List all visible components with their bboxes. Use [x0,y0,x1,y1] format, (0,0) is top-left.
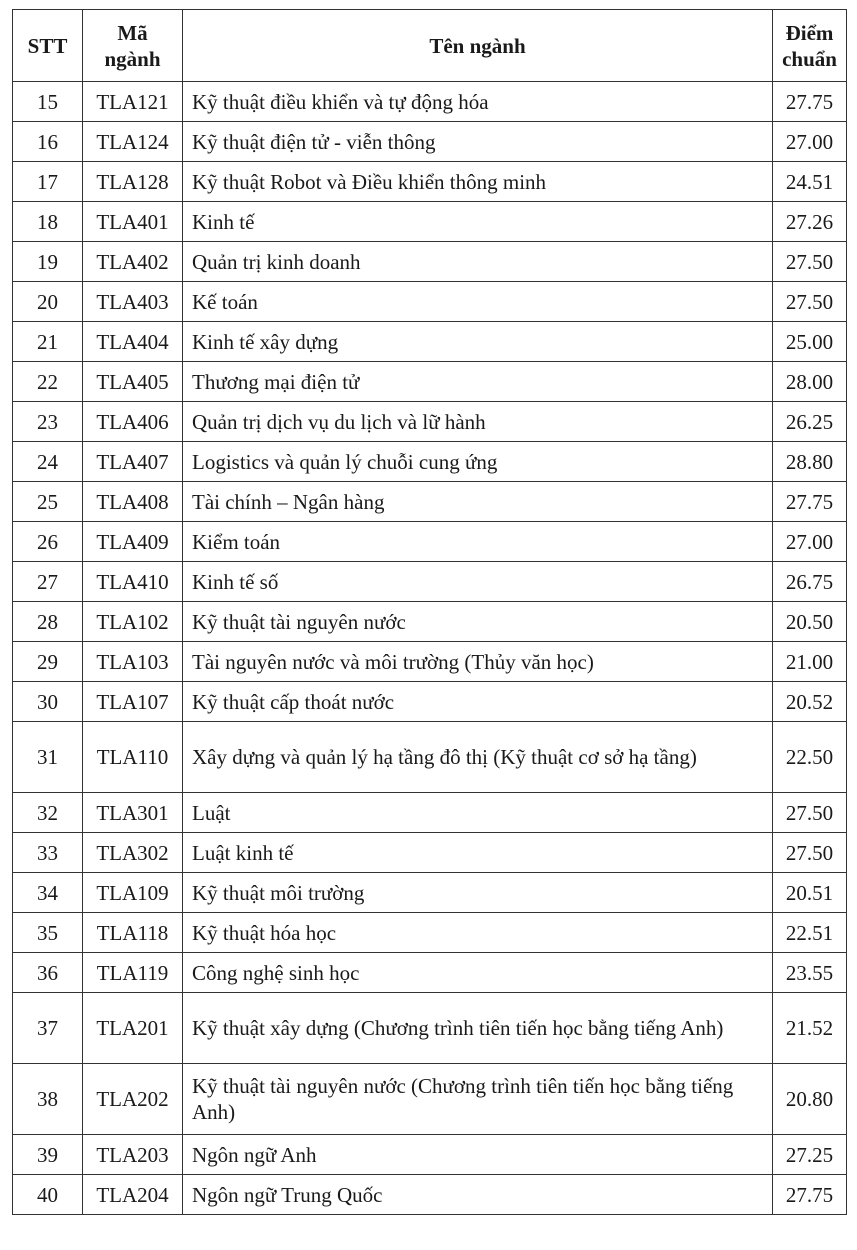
row-stt: 26 [13,522,83,562]
table-row [13,1175,847,1215]
row-major-code: TLA109 [83,873,183,913]
row-score: 27.50 [773,242,847,282]
row-score: 20.80 [773,1064,847,1135]
row-major-code: TLA103 [83,642,183,682]
row-major-name: Kỹ thuật điều khiển và tự động hóa [183,82,773,122]
row-major-code: TLA302 [83,833,183,873]
row-major-name: Kỹ thuật tài nguyên nước [183,602,773,642]
table-row [13,162,847,202]
row-score: 21.52 [773,993,847,1064]
row-stt: 23 [13,402,83,442]
row-major-name: Kỹ thuật cấp thoát nước [183,682,773,722]
row-major-name: Tài chính – Ngân hàng [183,482,773,522]
row-stt: 39 [13,1135,83,1175]
row-score: 20.52 [773,682,847,722]
row-major-name: Quản trị dịch vụ du lịch và lữ hành [183,402,773,442]
row-stt: 34 [13,873,83,913]
row-score: 20.51 [773,873,847,913]
row-major-code: TLA402 [83,242,183,282]
row-major-name: Kỹ thuật điện tử - viễn thông [183,122,773,162]
row-major-name: Luật kinh tế [183,833,773,873]
row-score: 27.75 [773,82,847,122]
row-major-code: TLA407 [83,442,183,482]
row-major-name: Tài nguyên nước và môi trường (Thủy văn học) [183,642,773,682]
table-row [13,913,847,953]
table-row [13,722,847,793]
row-stt: 29 [13,642,83,682]
row-stt: 35 [13,913,83,953]
row-major-code: TLA202 [83,1064,183,1135]
row-score: 27.00 [773,122,847,162]
row-stt: 22 [13,362,83,402]
row-score: 24.51 [773,162,847,202]
table-row [13,1135,847,1175]
header-row [13,10,847,82]
row-score: 28.00 [773,362,847,402]
row-score: 25.00 [773,322,847,362]
row-stt: 18 [13,202,83,242]
row-major-code: TLA203 [83,1135,183,1175]
table-row [13,1064,847,1135]
row-stt: 32 [13,793,83,833]
header-stt: STT [13,10,83,82]
table-row [13,682,847,722]
table-row [13,953,847,993]
row-stt: 15 [13,82,83,122]
row-major-code: TLA201 [83,993,183,1064]
table-row [13,873,847,913]
table-row [13,642,847,682]
row-major-name: Kinh tế [183,202,773,242]
row-stt: 28 [13,602,83,642]
row-stt: 21 [13,322,83,362]
row-stt: 37 [13,993,83,1064]
row-major-code: TLA409 [83,522,183,562]
row-score: 27.25 [773,1135,847,1175]
row-stt: 38 [13,1064,83,1135]
table-row [13,122,847,162]
row-major-code: TLA404 [83,322,183,362]
table-row [13,82,847,122]
table-row [13,602,847,642]
admission-scores-table [12,9,847,1215]
row-score: 27.26 [773,202,847,242]
row-score: 27.50 [773,793,847,833]
row-major-code: TLA204 [83,1175,183,1215]
row-score: 27.50 [773,833,847,873]
row-major-code: TLA118 [83,913,183,953]
row-major-name: Luật [183,793,773,833]
row-major-code: TLA410 [83,562,183,602]
row-major-code: TLA301 [83,793,183,833]
row-stt: 36 [13,953,83,993]
row-score: 21.00 [773,642,847,682]
row-major-code: TLA406 [83,402,183,442]
row-stt: 19 [13,242,83,282]
row-major-code: TLA405 [83,362,183,402]
row-major-code: TLA401 [83,202,183,242]
row-major-name: Xây dựng và quản lý hạ tầng đô thị (Kỹ thuật cơ sở hạ tầng) [183,722,773,793]
row-stt: 27 [13,562,83,602]
table-row [13,993,847,1064]
row-score: 22.50 [773,722,847,793]
row-major-name: Quản trị kinh doanh [183,242,773,282]
row-major-code: TLA403 [83,282,183,322]
row-score: 20.50 [773,602,847,642]
row-major-name: Kỹ thuật xây dựng (Chương trình tiên tiến học bằng tiếng Anh) [183,993,773,1064]
table-row [13,482,847,522]
row-major-name: Kỹ thuật môi trường [183,873,773,913]
row-major-name: Logistics và quản lý chuỗi cung ứng [183,442,773,482]
row-major-name: Kỹ thuật hóa học [183,913,773,953]
row-major-name: Kinh tế số [183,562,773,602]
row-stt: 20 [13,282,83,322]
row-score: 27.75 [773,482,847,522]
table-row [13,322,847,362]
row-major-name: Kỹ thuật tài nguyên nước (Chương trình tiên tiến học bằng tiếng Anh) [183,1064,773,1135]
header-major-code: Mã ngành [83,10,183,82]
table-row [13,242,847,282]
row-score: 27.50 [773,282,847,322]
row-major-name: Kế toán [183,282,773,322]
row-major-name: Kinh tế xây dựng [183,322,773,362]
row-major-name: Ngôn ngữ Trung Quốc [183,1175,773,1215]
row-major-name: Thương mại điện tử [183,362,773,402]
row-major-code: TLA110 [83,722,183,793]
table-row [13,282,847,322]
table-row [13,793,847,833]
row-stt: 40 [13,1175,83,1215]
table-row [13,562,847,602]
table-row [13,522,847,562]
row-stt: 16 [13,122,83,162]
row-score: 27.00 [773,522,847,562]
row-stt: 24 [13,442,83,482]
row-score: 26.75 [773,562,847,602]
table-row [13,442,847,482]
row-major-code: TLA128 [83,162,183,202]
row-stt: 30 [13,682,83,722]
row-major-code: TLA408 [83,482,183,522]
row-score: 26.25 [773,402,847,442]
row-major-code: TLA102 [83,602,183,642]
row-score: 22.51 [773,913,847,953]
row-major-name: Kiểm toán [183,522,773,562]
table-row [13,833,847,873]
row-major-code: TLA124 [83,122,183,162]
row-major-code: TLA107 [83,682,183,722]
row-stt: 17 [13,162,83,202]
row-stt: 25 [13,482,83,522]
header-major-name: Tên ngành [183,10,773,82]
row-score: 23.55 [773,953,847,993]
table-row [13,362,847,402]
row-score: 27.75 [773,1175,847,1215]
row-major-name: Ngôn ngữ Anh [183,1135,773,1175]
table-row [13,202,847,242]
table-row [13,402,847,442]
row-stt: 33 [13,833,83,873]
row-stt: 31 [13,722,83,793]
header-score: Điểm chuẩn [773,10,847,82]
row-score: 28.80 [773,442,847,482]
row-major-code: TLA121 [83,82,183,122]
row-major-name: Kỹ thuật Robot và Điều khiển thông minh [183,162,773,202]
row-major-name: Công nghệ sinh học [183,953,773,993]
row-major-code: TLA119 [83,953,183,993]
